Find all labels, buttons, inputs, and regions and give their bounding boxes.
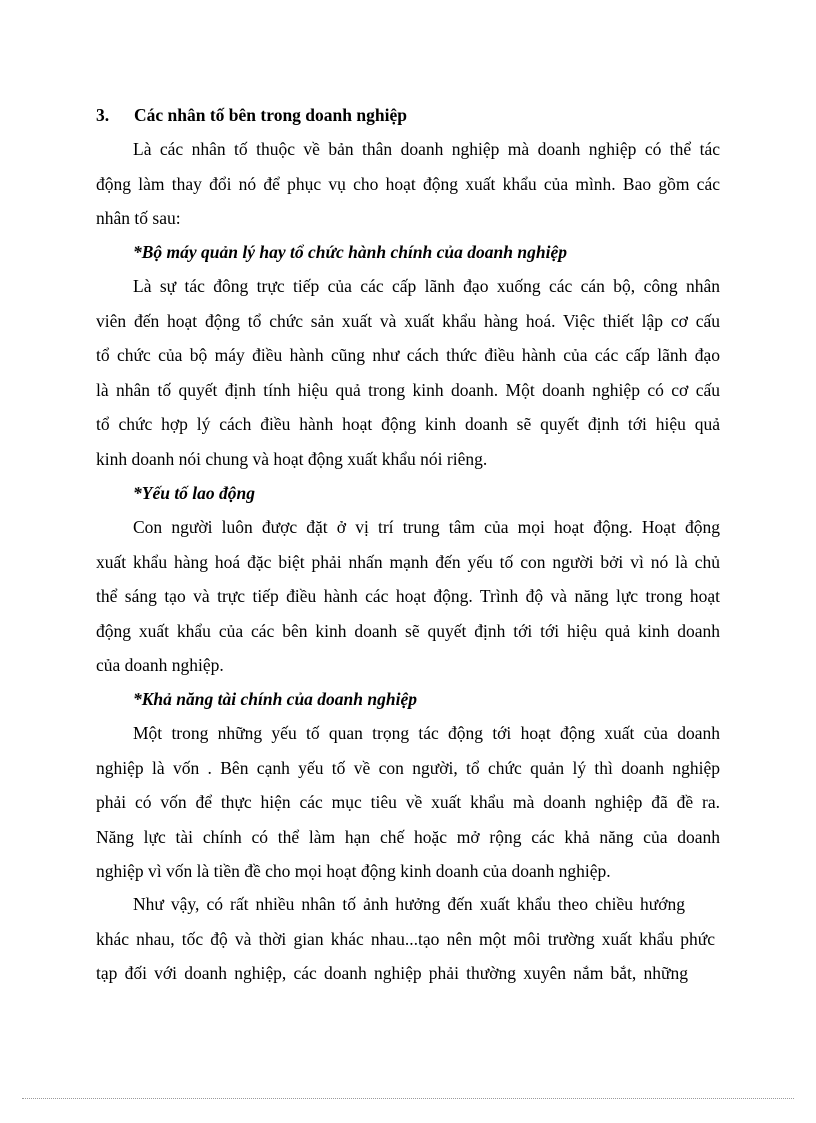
paragraph-line: viên đến hoạt động tổ chức sản xuất và xuất khẩu hàng hoá. Việc thiết lập cơ cấu xyxy=(96,311,720,331)
paragraph-line: nghiệp là vốn . Bên cạnh yếu tố về con người, tổ chức quản lý thì doanh nghiệp xyxy=(96,758,720,778)
paragraph-line: khác nhau, tốc độ và thời gian khác nhau...tạo nên một môi trường xuất khẩu phức xyxy=(96,929,715,949)
paragraph-line: thể sáng tạo và trực tiếp điều hành các hoạt động. Trình độ và năng lực trong hoạt xyxy=(96,586,720,606)
paragraph-line: Một trong những yếu tố quan trọng tác động tới hoạt động xuất của doanh xyxy=(133,723,720,743)
heading-number: 3. xyxy=(96,105,110,125)
heading-title: Các nhân tố bên trong doanh nghiệp xyxy=(134,105,407,125)
paragraph-line: tạp đối với doanh nghiệp, các doanh nghiệp phải thường xuyên nắm bắt, những xyxy=(96,963,688,983)
paragraph-line: là nhân tố quyết định tính hiệu quả trong kinh doanh. Một doanh nghiệp có cơ cấu xyxy=(96,380,720,400)
paragraph-line: kinh doanh nói chung và hoạt động xuất khẩu nói riêng. xyxy=(96,449,488,469)
paragraph-line: tổ chức của bộ máy điều hành cũng như cách thức điều hành của các cấp lãnh đạo xyxy=(96,345,720,365)
subsection-title: *Yếu tố lao động xyxy=(133,483,256,503)
subsection-title: *Bộ máy quản lý hay tổ chức hành chính của doanh nghiệp xyxy=(133,242,567,262)
paragraph-line: nghiệp vì vốn là tiền đề cho mọi hoạt động kinh doanh của doanh nghiệp. xyxy=(96,861,611,881)
page-bottom-divider xyxy=(22,1098,794,1099)
paragraph-line: Là các nhân tố thuộc về bản thân doanh nghiệp mà doanh nghiệp có thể tác xyxy=(133,139,720,159)
paragraph-line: xuất khẩu hàng hoá đặc biệt phải nhấn mạnh đến yếu tố con người bởi vì nó là chủ xyxy=(96,552,720,572)
paragraph-line: nhân tố sau: xyxy=(96,208,181,228)
paragraph-line: động xuất khẩu của các bên kinh doanh sẽ quyết định tới tới hiệu quả kinh doanh xyxy=(96,621,720,641)
subsection-title: *Khả năng tài chính của doanh nghiệp xyxy=(133,689,417,709)
paragraph-line: tổ chức hợp lý cách điều hành hoạt động kinh doanh sẽ quyết định tới hiệu quả xyxy=(96,414,720,434)
section-heading xyxy=(96,103,816,127)
paragraph-line: Con người luôn được đặt ở vị trí trung tâm của mọi hoạt động. Hoạt động xyxy=(133,517,720,537)
paragraph-line: của doanh nghiệp. xyxy=(96,655,224,675)
paragraph-line: phải có vốn để thực hiện các mục tiêu về xuất khẩu mà doanh nghiệp đã đề ra. xyxy=(96,792,720,812)
paragraph-line: Năng lực tài chính có thể làm hạn chế hoặc mở rộng các khả năng của doanh xyxy=(96,827,720,847)
paragraph-line: Như vậy, có rất nhiều nhân tố ảnh hưởng đến xuất khẩu theo chiều hướng xyxy=(133,894,685,914)
paragraph-line: Là sự tác đông trực tiếp của các cấp lãnh đạo xuống các cán bộ, công nhân xyxy=(133,276,720,296)
paragraph-line: động làm thay đổi nó để phục vụ cho hoạt động xuất khẩu của mình. Bao gồm các xyxy=(96,174,720,194)
